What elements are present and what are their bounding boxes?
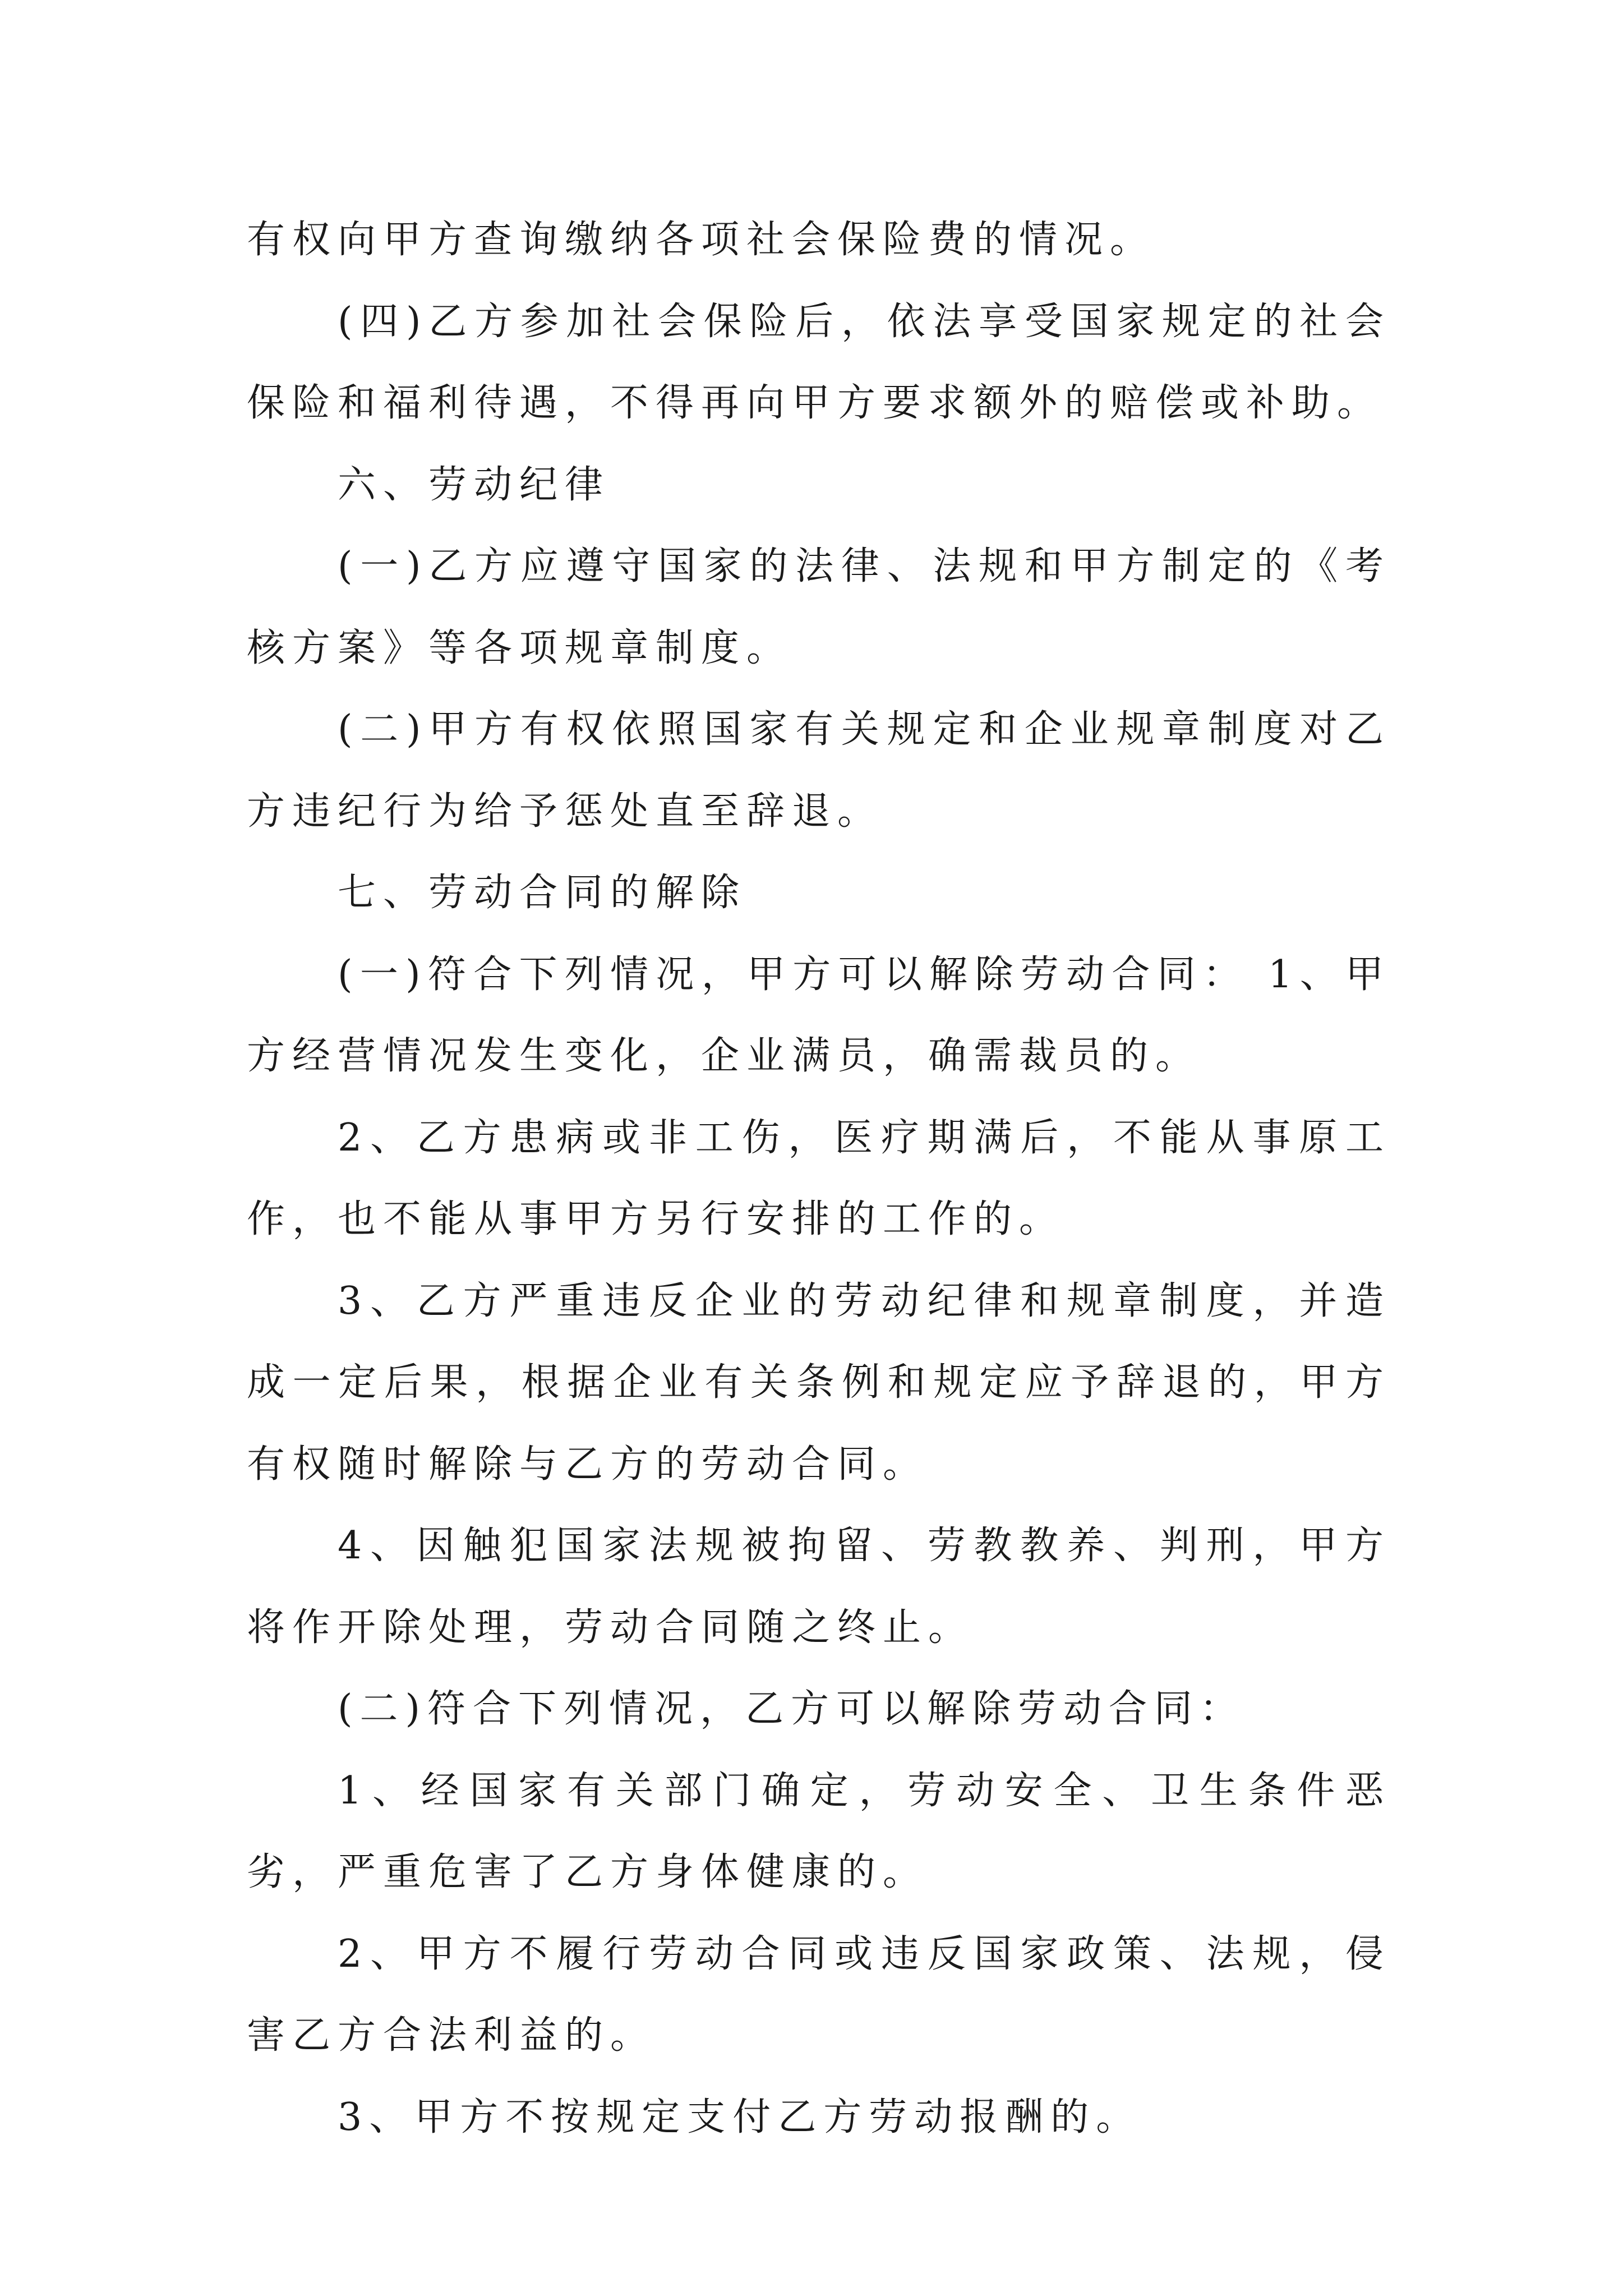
- paragraph-7: (一)符合下列情况，甲方可以解除劳动合同： 1、甲方经营情况发生变化，企业满员，确需裁员的。: [247, 952, 1391, 1078]
- document-body: [247, 199, 1391, 2158]
- paragraph-8: 2、乙方患病或非工伤，医疗期满后，不能从事原工作，也不能从事甲方另行安排的工作的。: [247, 1115, 1391, 1241]
- section-heading-7: 七、劳动合同的解除: [338, 871, 747, 915]
- paragraph-13: 2、甲方不履行劳动合同或违反国家政策、法规，侵害乙方合法利益的。: [247, 1931, 1391, 2058]
- paragraph-2: (四)乙方参加社会保险后，依法享受国家规定的社会保险和福利待遇，不得再向甲方要求额外的赔偿或补助。: [247, 299, 1391, 425]
- paragraph-14: 3、甲方不按规定支付乙方劳动报酬的。: [338, 2095, 1142, 2139]
- paragraph-11: (二)符合下列情况，乙方可以解除劳动合同：: [338, 1687, 1246, 1731]
- paragraph-12: 1、经国家有关部门确定，劳动安全、卫生条件恶劣，严重危害了乙方身体健康的。: [247, 1768, 1391, 1894]
- paragraph-10: 4、因触犯国家法规被拘留、劳教教养、判刑，甲方将作开除处理，劳动合同随之终止。: [247, 1524, 1391, 1650]
- paragraph-1: 有权向甲方查询缴纳各项社会保险费的情况。: [247, 218, 1156, 262]
- section-heading-6: 六、劳动纪律: [338, 462, 611, 507]
- paragraph-5: (二)甲方有权依照国家有关规定和企业规章制度对乙方违纪行为给予惩处直至辞退。: [247, 707, 1391, 834]
- paragraph-4: (一)乙方应遵守国家的法律、法规和甲方制定的《考核方案》等各项规章制度。: [247, 544, 1391, 670]
- paragraph-9: 3、乙方严重违反企业的劳动纪律和规章制度，并造成一定后果，根据企业有关条例和规定应予辞退的，甲方有权随时解除与乙方的劳动合同。: [247, 1278, 1391, 1487]
